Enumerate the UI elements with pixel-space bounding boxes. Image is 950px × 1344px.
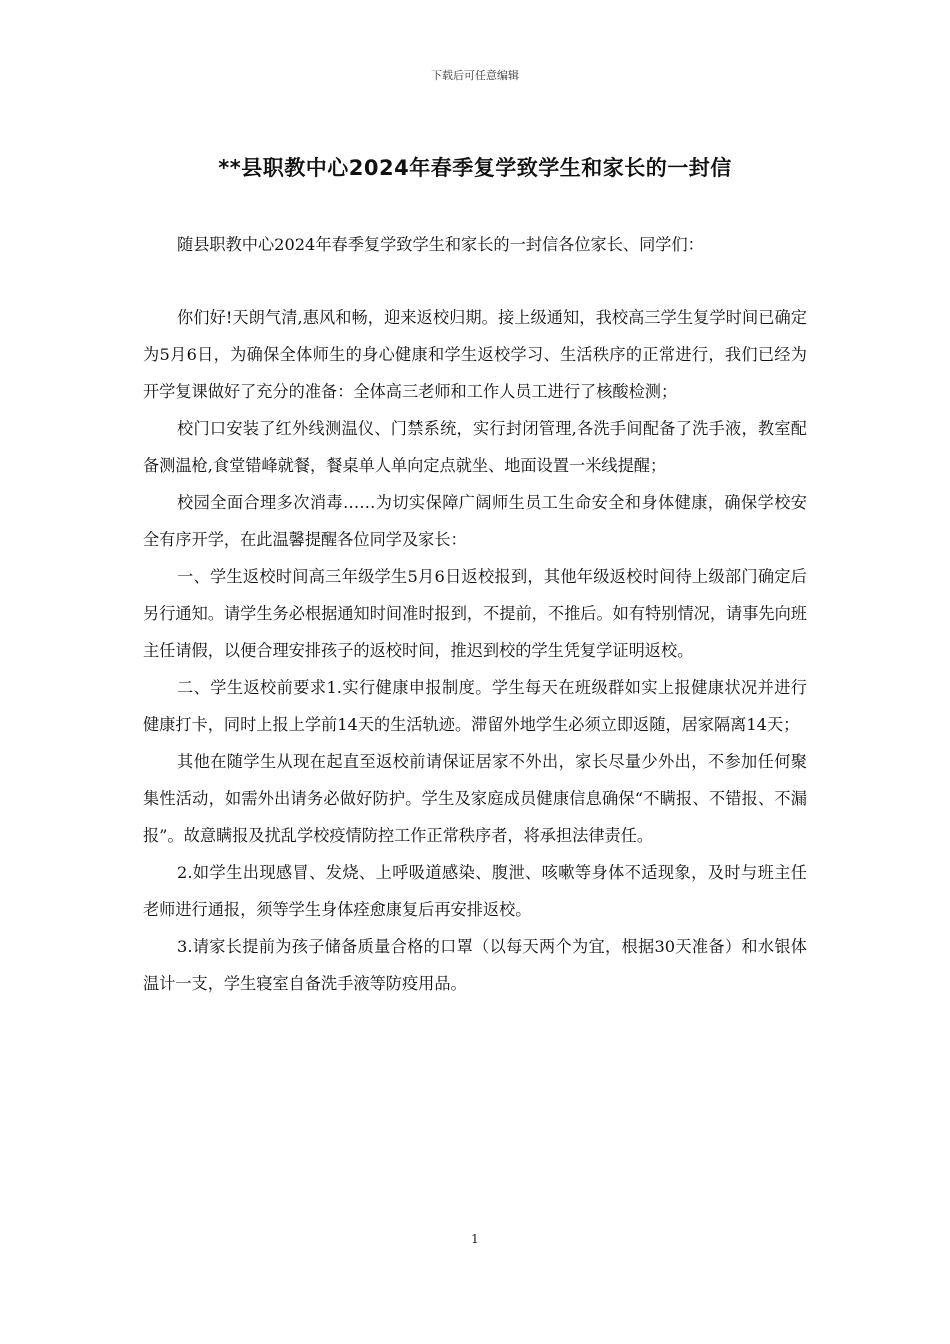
page-number: 1 xyxy=(471,1232,479,1246)
paragraph-7: 2.如学生出现感冒、发烧、上呼吸道感染、腹泄、咳嗽等身体不适现象，及时与班主任老师进行通报，须等学生身体痊愈康复后再安排返校。 xyxy=(143,863,807,919)
page-header-note: 下载后可任意编辑 xyxy=(431,69,519,82)
paragraph-5: 二、学生返校前要求1.实行健康申报制度。学生每天在班级群如实上报健康状况并进行健康打卡，同时上报上学前14天的生活轨迹。滞留外地学生必须立即返随，居家隔离14天； xyxy=(143,678,807,734)
paragraph-8: 3.请家长提前为孩子储备质量合格的口罩（以每天两个为宜，根据30天准备）和水银体温计一支，学生寝室自备洗手液等防疫用品。 xyxy=(143,937,807,993)
paragraph-3: 校园全面合理多次消毒……为切实保障广阔师生员工生命安全和身体健康，确保学校安全有序开学，在此温馨提醒各位同学及家长： xyxy=(143,493,807,549)
paragraph-1: 你们好!天朗气清,惠风和畅，迎来返校归期。接上级通知，我校高三学生复学时间已确定为5月6日，为确保全体师生的身心健康和学生返校学习、生活秩序的正常进行，我们已经为开学复课做好了充分的准备：全体高三老师和工作人员工进行了核酸检测； xyxy=(143,308,807,401)
paragraph-greeting: 随县职教中心2024年春季复学致学生和家长的一封信各位家长、同学们： xyxy=(177,235,704,254)
document-title: **县职教中心2024年春季复学致学生和家长的一封信 xyxy=(218,156,732,180)
paragraph-2: 校门口安装了红外线测温仪、门禁系统，实行封闭管理,各洗手间配备了洗手液，教室配备测温枪,食堂错峰就餐，餐桌单人单向定点就坐、地面设置一米线提醒； xyxy=(143,419,807,475)
paragraph-6: 其他在随学生从现在起直至返校前请保证居家不外出，家长尽量少外出，不参加任何聚集性活动，如需外出请务必做好防护。学生及家庭成员健康信息确保“不瞒报、不错报、不漏报”。故意瞒报及扰乱学校疫情防控工作正常秩序者，将承担法律责任。 xyxy=(143,752,807,845)
letter-body xyxy=(143,226,807,1002)
paragraph-4: 一、学生返校时间高三年级学生5月6日返校报到，其他年级返校时间待上级部门确定后另行通知。请学生务必根据通知时间准时报到，不提前，不推后。如有特别情况，请事先向班主任请假，以便合理安排孩子的返校时间，推迟到校的学生凭复学证明返校。 xyxy=(143,567,807,660)
